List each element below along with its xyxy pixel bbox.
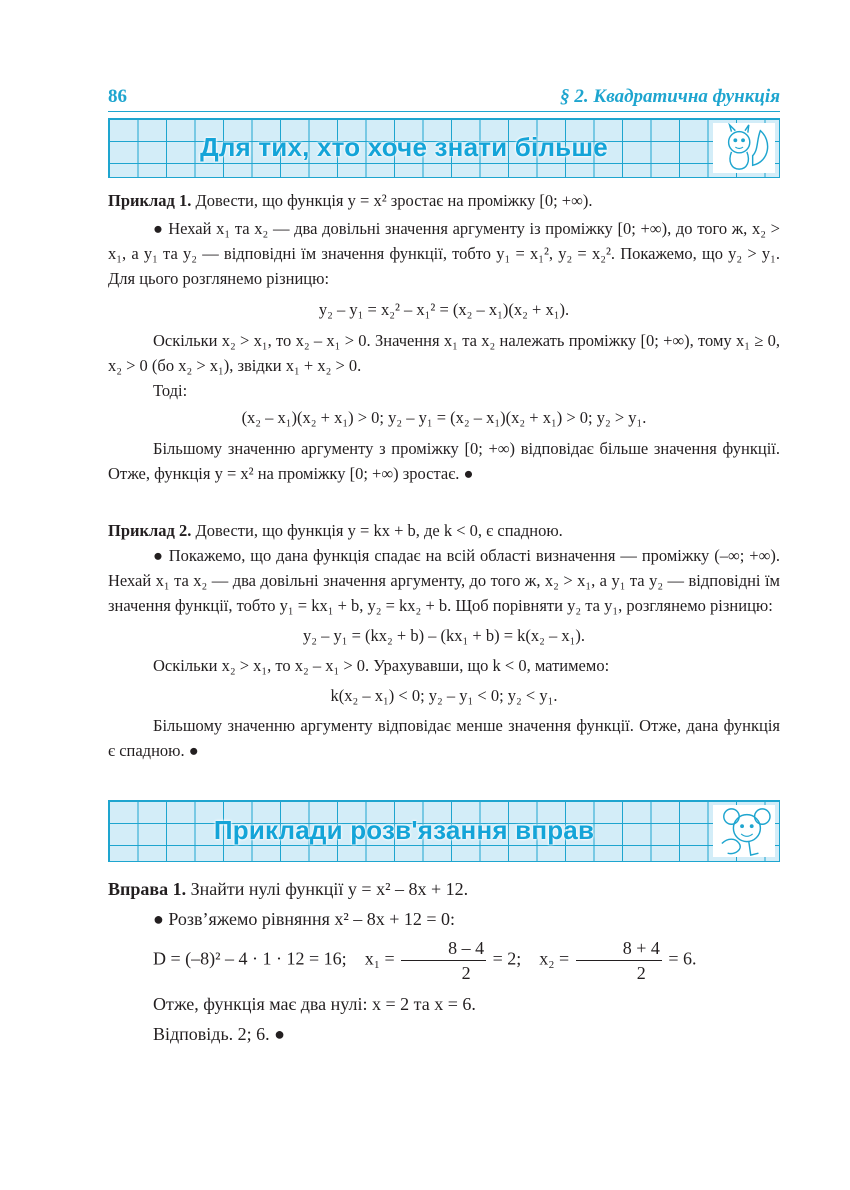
- example-2-statement: Довести, що функція y = kx + b, де k < 0, є спадною.: [195, 521, 563, 540]
- x1-rhs: = 2;: [492, 948, 522, 969]
- example-2-para-2: Оскільки x₂ > x₁, то x₂ – x₁ > 0. Урахувавши, що k < 0, матимемо:: [153, 656, 610, 675]
- section-title: § 2. Квадратична функція: [560, 86, 780, 107]
- example-1-formula-2: (x₂ – x₁)(x₂ + x₁) > 0; y₂ – y₁ = (x₂ – x₁)(x₂ + x₁) > 0; y₂ > y₁.: [241, 408, 647, 427]
- x1-lhs: x₁ =: [364, 948, 395, 969]
- header-rule: [108, 111, 780, 112]
- squirrel-mascot-icon: [713, 123, 775, 173]
- exercise-1-statement: Знайти нулі функції y = x² – 8x + 12.: [190, 879, 469, 899]
- example-1-formula-1: y₂ – y₁ = x₂² – x₁² = (x₂ – x₁)(x₂ + x₁).: [318, 300, 570, 319]
- x1-fraction: [401, 936, 486, 985]
- example-2-label: Приклад 2.: [108, 521, 192, 540]
- exercise-1-label: Вправа 1.: [108, 879, 187, 899]
- banner-know-more: [108, 118, 780, 178]
- banner-title: Для тих, хто хоче знати більше: [200, 131, 608, 162]
- example-1-para-1: ● Нехай x₁ та x₂ — два довільні значення аргументу із проміжку [0; +∞), до того ж, x₂ > x₁, а y₁ та y₂ — відповідні їм значення функції, тобто y₁ = x₁², y₂ = x₂². Покажемо, що y₂ > y₁. Для цього розглянемо різницю:: [108, 219, 780, 288]
- discriminant: D = (–8)² – 4 · 1 · 12 = 16;: [153, 948, 347, 969]
- exercise-1-roots: [108, 936, 780, 985]
- running-header: [108, 86, 780, 110]
- example-2-formula-2: k(x₂ – x₁) < 0; y₂ – y₁ < 0; y₂ < y₁.: [330, 686, 558, 705]
- x2-fraction: [576, 936, 662, 985]
- banner-title: Приклади розв'язання вправ: [213, 814, 595, 845]
- banner-solved-exercises: [108, 800, 780, 862]
- example-1: [108, 188, 780, 486]
- example-1-statement: Довести, що функція y = x² зростає на проміжку [0; +∞).: [195, 191, 593, 210]
- page-number: 86: [108, 86, 127, 107]
- exercise-1-conclusion: Отже, функція має два нулі: x = 2 та x = 6.: [153, 994, 476, 1014]
- mouse-mascot-icon: [713, 805, 775, 857]
- x1-numerator: 8 – 4: [401, 936, 486, 961]
- exercise-1: [108, 874, 780, 1049]
- example-2-para-1: ● Покажемо, що дана функція спадає на всій області визначення — проміжку (–∞; +∞). Нехай x₁ та x₂ — два довільні значення аргументу, до того ж, x₂ > x₁, а y₁ та y₂ — відповідні їм значення функції, тобто y₁ = kx₁ + b, y₂ = kx₂ + b. Щоб порівняти y₂ та y₁, розглянемо різницю:: [108, 546, 780, 615]
- example-1-label: Приклад 1.: [108, 191, 192, 210]
- x2-lhs: x₂ =: [539, 948, 570, 969]
- example-1-then: Тоді:: [153, 381, 188, 400]
- x2-denominator: 2: [636, 963, 646, 983]
- exercise-1-answer: Відповідь. 2; 6. ●: [153, 1024, 286, 1044]
- example-2-para-3: Більшому значенню аргументу відповідає менше значення функції. Отже, дана функція є спадною. ●: [108, 716, 780, 760]
- x2-rhs: = 6.: [668, 948, 697, 969]
- x2-numerator: 8 + 4: [576, 936, 662, 961]
- exercise-1-solve: ● Розв’яжемо рівняння x² – 8x + 12 = 0:: [153, 909, 456, 929]
- x1-denominator: 2: [461, 963, 471, 983]
- example-1-para-2: Оскільки x₂ > x₁, то x₂ – x₁ > 0. Значення x₁ та x₂ належать проміжку [0; +∞), тому x₁ ≥ 0, x₂ > 0 (бо x₂ > x₁), звідки x₁ + x₂ > 0.: [108, 331, 780, 375]
- example-2: [108, 518, 780, 763]
- example-1-para-3: Більшому значенню аргументу з проміжку [0; +∞) відповідає більше значення функції. Отже, функція y = x² на проміжку [0; +∞) зростає. ●: [108, 439, 780, 483]
- example-2-formula-1: y₂ – y₁ = (kx₂ + b) – (kx₁ + b) = k(x₂ – x₁).: [302, 626, 586, 645]
